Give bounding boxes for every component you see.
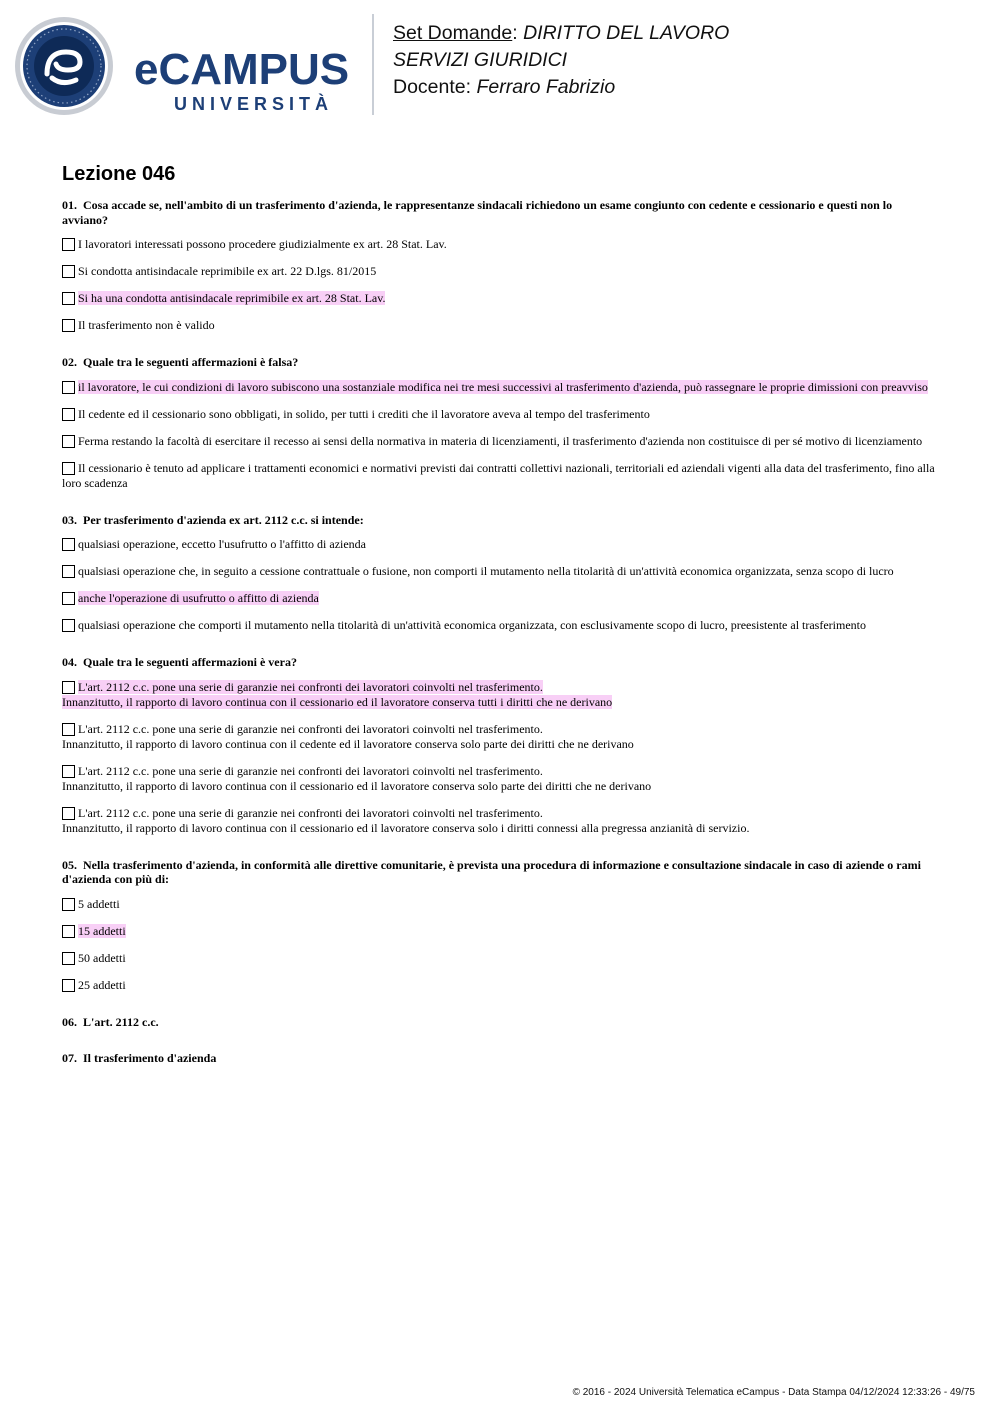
question-number: 02. — [62, 355, 77, 369]
question-01 — [62, 198, 938, 333]
page-footer: © 2016 - 2024 Università Telematica eCampus - Data Stampa 04/12/2024 12:33:26 - 49/75 — [572, 1387, 975, 1398]
question-number: 05. — [62, 857, 77, 872]
header-info — [393, 20, 729, 101]
answer-option[interactable] — [62, 264, 938, 279]
answer-checkbox[interactable] — [62, 979, 75, 992]
answer-text: qualsiasi operazione che comporti il mutamento nella titolarità di un'attività economica organizzata, con esclusivamente scopo di lucro, preesistente al trasferimento — [78, 618, 866, 632]
question-number: 01. — [62, 198, 77, 212]
question-text — [62, 655, 938, 670]
answer-option[interactable] — [62, 806, 938, 836]
question-07 — [62, 1051, 938, 1066]
answer-checkbox[interactable] — [62, 435, 75, 448]
question-05 — [62, 858, 938, 993]
answer-text: Ferma restando la facoltà di esercitare il recesso ai sensi della normativa in materia di licenziamenti, il trasferimento d'azienda non costituisce di per sé motivo di licenziamento — [78, 433, 923, 448]
answer-text: Il cedente ed il cessionario sono obbligati, in solido, per tutti i crediti che il lavoratore aveva al tempo del trasferimento — [78, 406, 650, 421]
question-number: 04. — [62, 655, 77, 669]
question-02 — [62, 355, 938, 491]
answer-text-continued: Innanzitutto, il rapporto di lavoro continua con il cessionario ed il lavoratore conserva solo i diritti connessi alla pregressa anzianità di servizio. — [62, 820, 750, 835]
answer-option[interactable] — [62, 407, 938, 422]
answer-text: qualsiasi operazione, eccetto l'usufrutto o l'affitto di azienda — [78, 537, 366, 551]
course-line-2-row — [393, 47, 729, 74]
question-body: Quale tra le seguenti affermazioni è vera? — [83, 655, 297, 669]
seal-inner — [34, 36, 94, 96]
answer-checkbox[interactable] — [62, 898, 75, 911]
answer-checkbox[interactable] — [62, 381, 75, 394]
answer-option[interactable] — [62, 618, 938, 633]
question-04 — [62, 655, 938, 836]
answer-text: 5 addetti — [78, 896, 120, 911]
answer-checkbox[interactable] — [62, 538, 75, 551]
lesson-title: Lezione 046 — [62, 163, 176, 185]
answer-checkbox[interactable] — [62, 408, 75, 421]
answer-text: Si condotta antisindacale reprimibile ex art. 22 D.lgs. 81/2015 — [78, 264, 377, 278]
answer-text: qualsiasi operazione che, in seguito a cessione contrattuale o fusione, non comporti il mutamento nella titolarità di un'attività economica organizzata, senza scopo di lucro — [78, 564, 894, 578]
question-text — [62, 513, 938, 528]
teacher-name: Ferraro Fabrizio — [476, 76, 616, 98]
answer-option[interactable] — [62, 680, 938, 710]
answer-text-continued: Innanzitutto, il rapporto di lavoro continua con il cessionario ed il lavoratore conserva tutti i diritti che ne derivano — [62, 694, 613, 709]
answer-text: I lavoratori interessati possono procedere giudizialmente ex art. 28 Stat. Lav. — [78, 237, 447, 251]
question-text — [62, 1015, 938, 1030]
answer-option[interactable] — [62, 591, 938, 606]
teacher-label: Docente: — [393, 76, 472, 98]
question-body: Quale tra le seguenti affermazioni è falsa? — [83, 355, 299, 369]
course-line-1: DIRITTO DEL LAVORO — [523, 22, 730, 44]
answer-text: Si ha una condotta antisindacale reprimibile ex art. 28 Stat. Lav. — [78, 291, 386, 305]
brand-wordmark: eCAMPUS — [134, 45, 350, 94]
answer-checkbox[interactable] — [62, 238, 75, 251]
answer-option[interactable] — [62, 237, 938, 252]
answer-option[interactable] — [62, 978, 938, 993]
answer-checkbox[interactable] — [62, 952, 75, 965]
answer-text: 25 addetti — [78, 977, 126, 992]
question-06 — [62, 1015, 938, 1030]
question-body: Per trasferimento d'azienda ex art. 2112 c.c. si intende: — [83, 512, 364, 527]
answer-text: 50 addetti — [78, 950, 126, 965]
answer-option[interactable] — [62, 434, 938, 449]
header-divider — [372, 14, 374, 115]
page-header — [0, 0, 1000, 130]
question-text — [62, 858, 938, 887]
answer-text: 15 addetti — [78, 923, 126, 938]
answer-checkbox[interactable] — [62, 723, 75, 736]
answer-text: Il trasferimento non è valido — [78, 318, 215, 332]
answer-option[interactable] — [62, 897, 938, 912]
question-list — [62, 198, 938, 1066]
answer-checkbox[interactable] — [62, 681, 75, 694]
answer-option[interactable] — [62, 764, 938, 794]
answer-option[interactable] — [62, 318, 938, 333]
question-text — [62, 355, 938, 370]
question-text — [62, 198, 938, 227]
question-body: Il trasferimento d'azienda — [83, 1051, 217, 1065]
answer-checkbox[interactable] — [62, 265, 75, 278]
answer-option[interactable] — [62, 461, 938, 491]
answer-checkbox[interactable] — [62, 807, 75, 820]
answer-text-continued: Innanzitutto, il rapporto di lavoro continua con il cedente ed il lavoratore conserva solo parte dei diritti che ne derivano — [62, 736, 634, 751]
answer-option[interactable] — [62, 380, 938, 395]
answer-checkbox[interactable] — [62, 292, 75, 305]
answer-option[interactable] — [62, 564, 938, 579]
question-text — [62, 1051, 938, 1066]
brand-subtitle: UNIVERSITÀ — [174, 94, 334, 114]
set-separator: : — [512, 22, 518, 44]
answer-text: L'art. 2112 c.c. pone una serie di garanzie nei confronti dei lavoratori coinvolti nel trasferimento. — [78, 763, 543, 778]
answer-checkbox[interactable] — [62, 565, 75, 578]
answer-text-continued: Innanzitutto, il rapporto di lavoro continua con il cessionario ed il lavoratore conserva solo parte dei diritti che ne derivano — [62, 778, 652, 793]
answer-option[interactable] — [62, 722, 938, 752]
answer-checkbox[interactable] — [62, 925, 75, 938]
course-line-2: SERVIZI GIURIDICI — [393, 49, 568, 71]
answer-text: Il cessionario è tenuto ad applicare i trattamenti economici e normativi previsti dai contratti collettivi nazionali, territoriali ed aziendali vigenti alla data del trasferimento, fino alla loro scadenza — [62, 460, 935, 490]
answer-checkbox[interactable] — [62, 462, 75, 475]
answer-option[interactable] — [62, 291, 938, 306]
answer-text: il lavoratore, le cui condizioni di lavoro subiscono una sostanziale modifica nei tre mesi successivi al trasferimento d'azienda, può rassegnare le proprie dimissioni con preavviso — [78, 379, 928, 394]
set-line — [393, 20, 729, 47]
set-label: Set Domande — [393, 22, 513, 44]
ecampus-logo — [14, 14, 359, 118]
answer-text: anche l'operazione di usufrutto o affitto di azienda — [78, 591, 319, 605]
answer-checkbox[interactable] — [62, 619, 75, 632]
answer-option[interactable] — [62, 537, 938, 552]
answer-checkbox[interactable] — [62, 592, 75, 605]
answer-checkbox[interactable] — [62, 319, 75, 332]
question-03 — [62, 513, 938, 634]
question-number: 03. — [62, 512, 77, 527]
answer-option[interactable] — [62, 924, 938, 939]
question-number: 06. — [62, 1014, 77, 1029]
answer-checkbox[interactable] — [62, 765, 75, 778]
answer-text: L'art. 2112 c.c. pone una serie di garanzie nei confronti dei lavoratori coinvolti nel trasferimento. — [78, 805, 543, 820]
answer-text: L'art. 2112 c.c. pone una serie di garanzie nei confronti dei lavoratori coinvolti nel trasferimento. — [78, 679, 543, 694]
question-body: Nella trasferimento d'azienda, in conformità alle direttive comunitarie, è prevista una procedura di informazione e consultazione sindacale in caso di aziende o rami d'azienda con più di: — [62, 857, 921, 886]
teacher-line — [393, 74, 729, 101]
answer-option[interactable] — [62, 951, 938, 966]
question-body: L'art. 2112 c.c. — [83, 1014, 159, 1029]
question-number: 07. — [62, 1051, 77, 1065]
question-body: Cosa accade se, nell'ambito di un trasferimento d'azienda, le rappresentanze sindacali richiedono un esame congiunto con cedente e cessionario e questi non lo avviano? — [62, 198, 893, 227]
answer-text: L'art. 2112 c.c. pone una serie di garanzie nei confronti dei lavoratori coinvolti nel trasferimento. — [78, 721, 543, 736]
quiz-content — [62, 160, 938, 1088]
